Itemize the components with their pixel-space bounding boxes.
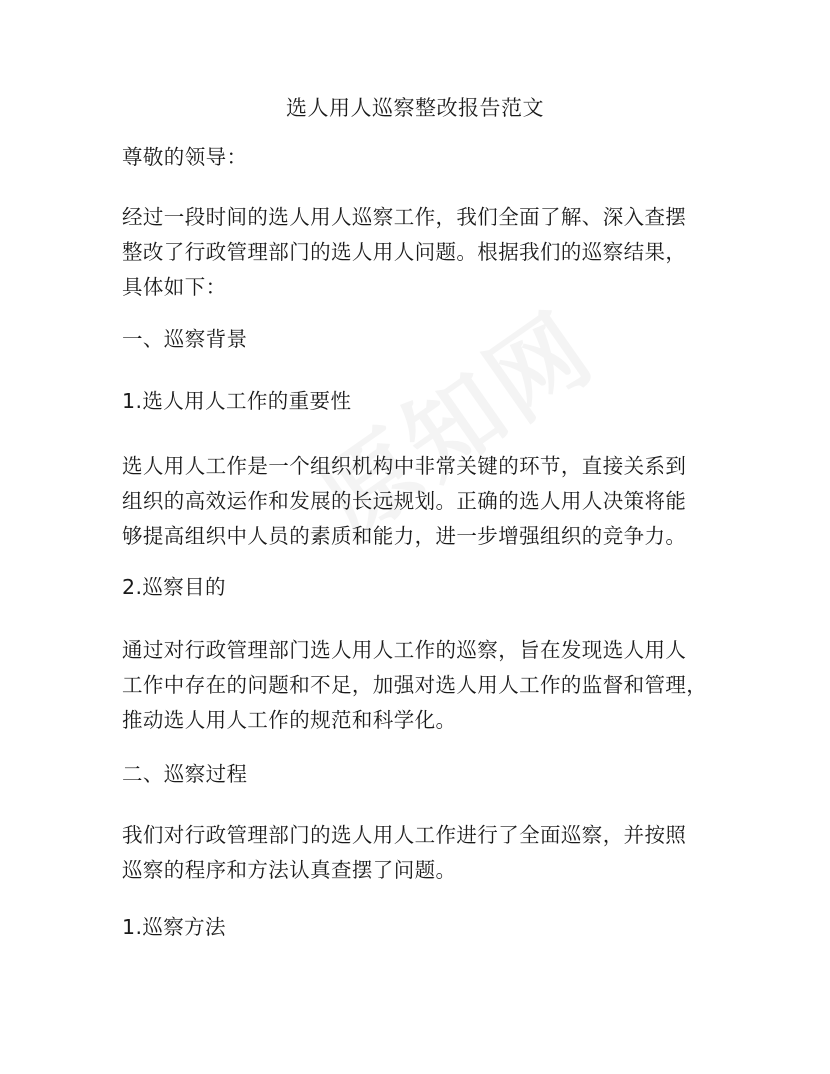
section-heading <box>122 757 722 792</box>
body-line: 够提高组织中人员的素质和能力，进一步增强组织的竞争力。 <box>122 524 687 548</box>
subsection-heading-text: 2.巡察目的 <box>122 575 226 599</box>
salutation <box>122 140 722 175</box>
document-title: 选人用人巡察整改报告范文 <box>286 96 544 120</box>
intro-line: 整改了行政管理部门的选人用人问题。根据我们的巡察结果， <box>122 240 687 264</box>
subsection-heading <box>122 910 722 945</box>
body-line: 组织的高效运作和发展的长远规划。正确的选人用人决策将能 <box>122 489 687 513</box>
salutation-text: 尊敬的领导： <box>122 145 248 169</box>
body-line: 工作中存在的问题和不足，加强对选人用人工作的监督和管理， <box>122 673 708 697</box>
section-heading-text: 一、巡察背景 <box>122 327 248 351</box>
body-line: 选人用人工作是一个组织机构中非常关键的环节，直接关系到 <box>122 454 687 478</box>
subsection-heading <box>122 384 722 419</box>
section-heading <box>122 322 722 357</box>
body-line: 通过对行政管理部门选人用人工作的巡察，旨在发现选人用人 <box>122 638 687 662</box>
body-line: 我们对行政管理部门的选人用人工作进行了全面巡察，并按照 <box>122 823 687 847</box>
body-paragraph <box>122 633 722 738</box>
body-line: 巡察的程序和方法认真查摆了问题。 <box>122 858 457 882</box>
body-paragraph <box>122 449 722 554</box>
intro-line: 经过一段时间的选人用人巡察工作，我们全面了解、深入查摆 <box>122 205 687 229</box>
section-heading-text: 二、巡察过程 <box>122 762 248 786</box>
body-paragraph <box>122 818 722 888</box>
subsection-heading-text: 1.选人用人工作的重要性 <box>122 389 352 413</box>
body-line: 推动选人用人工作的规范和科学化。 <box>122 708 457 732</box>
subsection-heading <box>122 570 722 605</box>
intro-paragraph <box>122 200 722 305</box>
subsection-heading-text: 1.巡察方法 <box>122 915 226 939</box>
intro-line: 具体如下： <box>122 275 227 299</box>
